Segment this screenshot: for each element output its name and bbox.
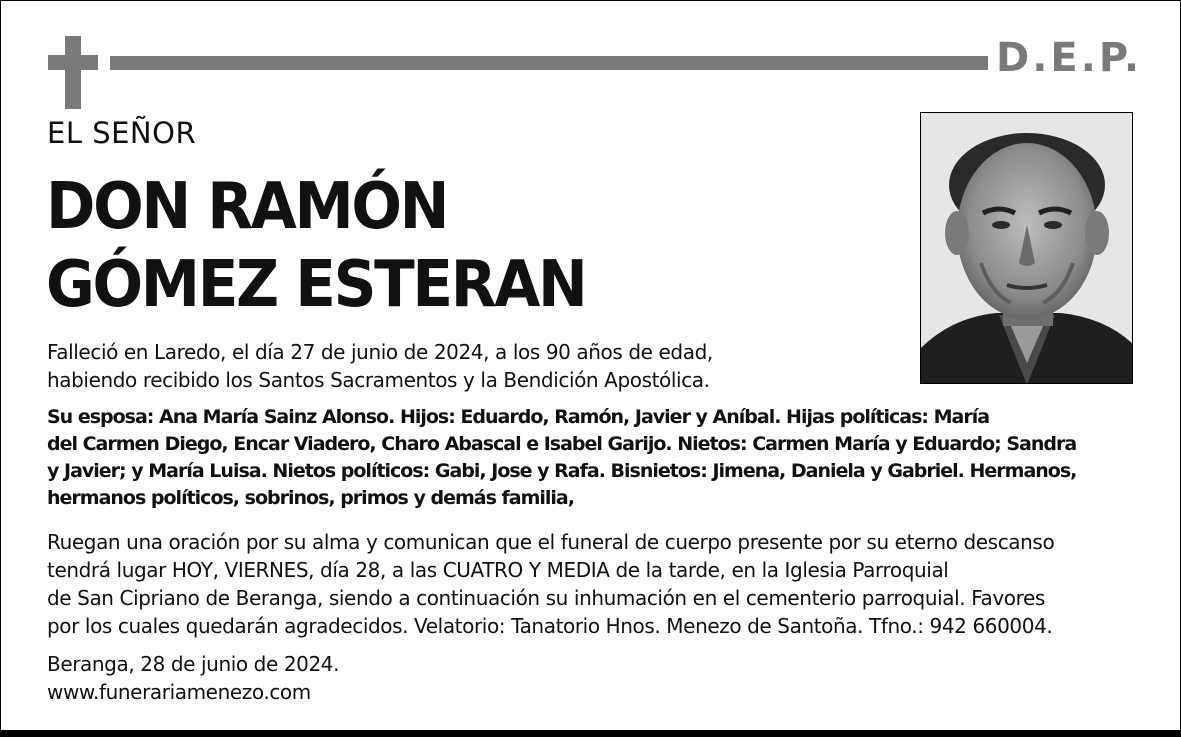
family-list [47, 404, 1076, 512]
funeral-line: Ruegan una oración por su alma y comunican que el funeral de cuerpo presente por su eterno descanso [47, 530, 1055, 554]
name-line-1: DON RAMÓN [46, 170, 448, 244]
dep-label: D.E.P. [996, 35, 1143, 81]
family-line: del Carmen Diego, Encar Viadero, Charo Abascal e Isabel Garijo. Nietos: Carmen María y Eduardo; Sandra [47, 433, 1077, 455]
deceased-name [46, 168, 585, 324]
death-notice-line: habiendo recibido los Santos Sacramentos y la Bendición Apostólica. [47, 368, 710, 392]
name-line-2: GÓMEZ ESTERAN [46, 248, 586, 322]
footer [47, 650, 339, 706]
website-link[interactable]: www.funerariamenezo.com [47, 680, 311, 704]
family-line: hermanos políticos, sobrinos, primos y demás familia, [47, 487, 574, 509]
funeral-line: de San Cipriano de Beranga, siendo a continuación su inhumación en el cementerio parroquial. Favores [47, 586, 1045, 610]
death-notice [47, 338, 713, 394]
funeral-line: tendrá lugar HOY, VIERNES, día 28, a las CUATRO Y MEDIA de la tarde, en la Iglesia Parroquial [47, 558, 949, 582]
family-line: y Javier; y María Luisa. Nietos políticos: Gabi, Jose y Rafa. Bisnietos: Jimena, Daniela y Gabriel. Hermanos, [47, 460, 1077, 482]
honorific: EL SEÑOR [47, 116, 197, 150]
funeral-line: por los cuales quedarán agradecidos. Velatorio: Tanatorio Hnos. Menezo de Santoña. Tfno.: 942 660004. [47, 614, 1053, 638]
death-notice-line: Falleció en Laredo, el día 27 de junio de 2024, a los 90 años de edad, [47, 340, 713, 364]
family-line: Su esposa: Ana María Sainz Alonso. Hijos: Eduardo, Ramón, Javier y Aníbal. Hijas políticas: María [47, 406, 990, 428]
place-date: Beranga, 28 de junio de 2024. [47, 652, 340, 676]
funeral-details [47, 528, 1054, 640]
portrait-photo [920, 112, 1133, 384]
bottom-rule [0, 730, 1181, 737]
header-rule [110, 56, 988, 70]
cross-icon [48, 36, 98, 109]
